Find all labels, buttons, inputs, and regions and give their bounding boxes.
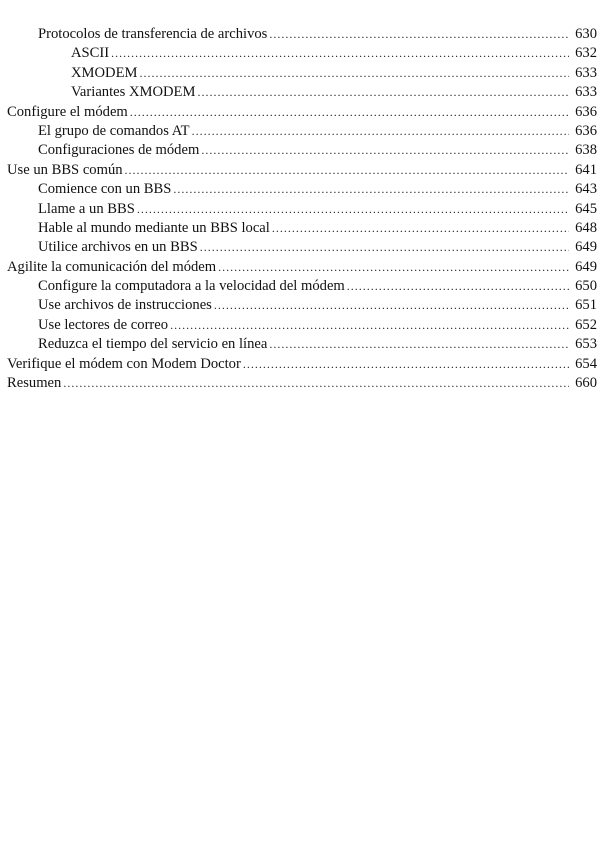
toc-entry-title: Reduzca el tiempo del servicio en línea — [38, 336, 268, 353]
toc-entry — [7, 258, 597, 277]
toc-entry — [7, 238, 597, 257]
toc-entry — [7, 316, 597, 335]
toc-entry — [7, 44, 597, 63]
dot-leader — [125, 161, 569, 180]
toc-entry-page: 649 — [575, 239, 597, 256]
toc-entry — [7, 277, 597, 296]
toc-entry-page: 648 — [575, 219, 597, 236]
toc-entry — [7, 161, 597, 180]
dot-leader — [347, 277, 569, 296]
toc-entry-title: Comience con un BBS — [38, 181, 172, 198]
toc-entry — [7, 219, 597, 238]
dot-leader — [201, 141, 569, 160]
toc-entry — [7, 355, 597, 374]
toc-entry-title: Llame a un BBS — [38, 200, 135, 217]
toc-entry-title: Agilite la comunicación del módem — [7, 258, 217, 275]
toc-entry-title: Resumen — [7, 375, 62, 392]
toc-entry-page: 643 — [575, 181, 597, 198]
dot-leader — [111, 44, 569, 63]
toc-entry-page: 632 — [575, 45, 597, 62]
toc-entry-title: Configuraciones de módem — [38, 142, 200, 159]
toc-entry-title: Configure el módem — [7, 103, 128, 120]
toc-entry-title: Utilice archivos en un BBS — [38, 239, 198, 256]
toc-entry — [7, 296, 597, 315]
dot-leader — [130, 103, 569, 122]
toc-entry — [7, 180, 597, 199]
toc-entry-title: XMODEM — [71, 64, 138, 81]
dot-leader — [170, 316, 569, 335]
dot-leader — [272, 219, 569, 238]
dot-leader — [269, 335, 569, 354]
toc-entry-title: Use un BBS común — [7, 161, 123, 178]
dot-leader — [218, 258, 569, 277]
dot-leader — [243, 355, 569, 374]
toc-entry — [7, 335, 597, 354]
dot-leader — [137, 200, 569, 219]
toc-entry — [7, 122, 597, 141]
toc-entry-page: 653 — [575, 336, 597, 353]
toc-entry-page: 633 — [575, 64, 597, 81]
toc-entry-page: 641 — [575, 161, 597, 178]
toc-entry-page: 654 — [575, 355, 597, 372]
toc-entry — [7, 200, 597, 219]
toc-entry — [7, 103, 597, 122]
toc-entry-page: 636 — [575, 103, 597, 120]
toc-entry-title: Protocolos de transferencia de archivos — [38, 26, 268, 42]
toc-entry-page: 660 — [575, 375, 597, 392]
toc-entry — [7, 374, 597, 393]
toc-entry-title: Use archivos de instrucciones — [38, 297, 212, 314]
toc-entry-page: 636 — [575, 122, 597, 139]
toc-entry — [7, 64, 597, 83]
dot-leader — [214, 296, 569, 315]
toc-entry-page: 651 — [575, 297, 597, 314]
toc-entry — [7, 83, 597, 102]
toc-entry-page: 649 — [575, 258, 597, 275]
table-of-contents — [7, 25, 597, 393]
dot-leader — [269, 25, 569, 44]
toc-entry-page: 630 — [575, 26, 597, 42]
toc-entry-page: 650 — [575, 278, 597, 295]
toc-entry-title: Verifique el módem con Modem Doctor — [7, 355, 241, 372]
toc-entry-page: 633 — [575, 84, 597, 101]
toc-entry-page: 652 — [575, 316, 597, 333]
dot-leader — [192, 122, 569, 141]
toc-entry-page: 645 — [575, 200, 597, 217]
toc-entry-title: Variantes XMODEM — [71, 84, 196, 101]
toc-entry-title: Hable al mundo mediante un BBS local — [38, 219, 270, 236]
dot-leader — [173, 180, 569, 199]
toc-entry — [7, 141, 597, 160]
toc-entry-page: 638 — [575, 142, 597, 159]
toc-entry-title: Configure la computadora a la velocidad del módem — [38, 278, 345, 295]
toc-entry-title: El grupo de comandos AT — [38, 122, 190, 139]
dot-leader — [63, 374, 569, 393]
dot-leader — [139, 64, 569, 83]
toc-entry — [7, 25, 597, 44]
toc-entry-title: Use lectores de correo — [38, 316, 169, 333]
dot-leader — [197, 83, 569, 102]
toc-entry-title: ASCII — [71, 45, 110, 62]
dot-leader — [200, 238, 569, 257]
